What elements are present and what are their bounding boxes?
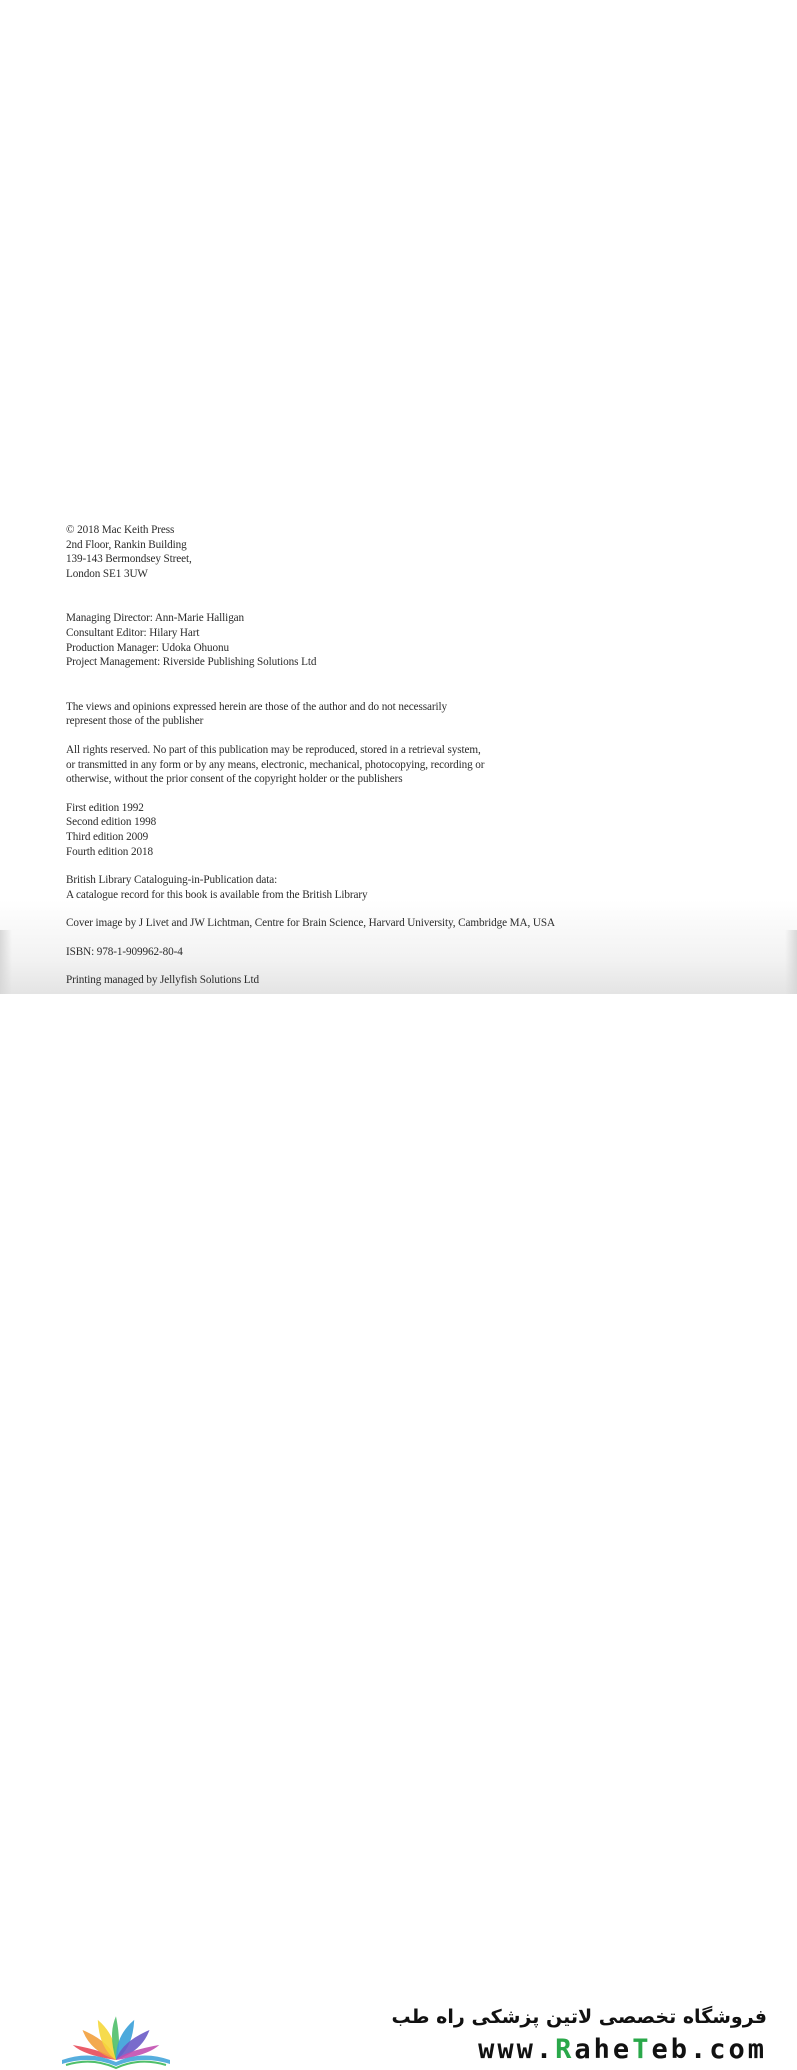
copyright-imprint	[66, 523, 626, 988]
page-edge-shadow-right	[785, 930, 797, 994]
url-suffix: .com	[689, 2034, 767, 2065]
disclaimer-line: represent those of the publisher	[66, 715, 204, 728]
watermark-footer	[0, 994, 797, 2065]
address-line: 2nd Floor, Rankin Building	[66, 538, 187, 551]
printing-credit: Printing managed by Jellyfish Solutions Ltd	[66, 974, 260, 987]
url-prefix: www.	[478, 2034, 556, 2065]
disclaimer-block	[66, 700, 626, 729]
url-accent-letter: R	[555, 2034, 575, 2065]
rights-block	[66, 743, 626, 787]
url-accent-letter: T	[632, 2034, 652, 2065]
store-url[interactable]	[478, 2034, 767, 2065]
staff-credits-block	[66, 611, 626, 669]
address-line: London SE1 3UW	[66, 567, 148, 580]
staff-credit-line: Managing Director: Ann-Marie Halligan	[66, 612, 245, 625]
address-line: 139-143 Bermondsey Street,	[66, 553, 192, 566]
edition-line: Second edition 1998	[66, 816, 157, 829]
publisher-address-block	[66, 523, 626, 581]
copyright-line: © 2018 Mac Keith Press	[66, 524, 175, 536]
edition-line: First edition 1992	[66, 801, 144, 814]
store-name: فروشگاه تخصصی لاتین پزشکی راه طب	[391, 2006, 767, 2028]
url-part: ahe	[574, 2034, 633, 2065]
rights-line: or transmitted in any form or by any means, electronic, mechanical, photocopying, recording or	[66, 758, 485, 771]
staff-credit-line: Project Management: Riverside Publishing Solutions Ltd	[66, 656, 317, 669]
edition-line: Third edition 2009	[66, 830, 149, 843]
editions-block	[66, 801, 626, 859]
open-book-fan-icon	[52, 2002, 180, 2070]
page-edge-shadow-left	[0, 930, 12, 994]
rights-line: otherwise, without the prior consent of the copyright holder or the publishers	[66, 773, 403, 786]
rights-line: All rights reserved. No part of this publication may be reproduced, stored in a retrieval system,	[66, 743, 481, 756]
cover-image-credit: Cover image by J Livet and JW Lichtman, Centre for Brain Science, Harvard University, Cambridge MA, USA	[66, 917, 555, 930]
staff-credit-line: Consultant Editor: Hilary Hart	[66, 626, 200, 639]
cataloguing-line: A catalogue record for this book is available from the British Library	[66, 888, 368, 901]
staff-credit-line: Production Manager: Udoka Ohuonu	[66, 641, 230, 654]
cataloguing-block	[66, 873, 626, 902]
disclaimer-line: The views and opinions expressed herein are those of the author and do not necessarily	[66, 700, 447, 713]
url-part: eb	[651, 2034, 690, 2065]
isbn: ISBN: 978-1-909962-80-4	[66, 945, 183, 958]
edition-line: Fourth edition 2018	[66, 845, 153, 858]
cataloguing-line: British Library Cataloguing-in-Publication data:	[66, 874, 278, 887]
